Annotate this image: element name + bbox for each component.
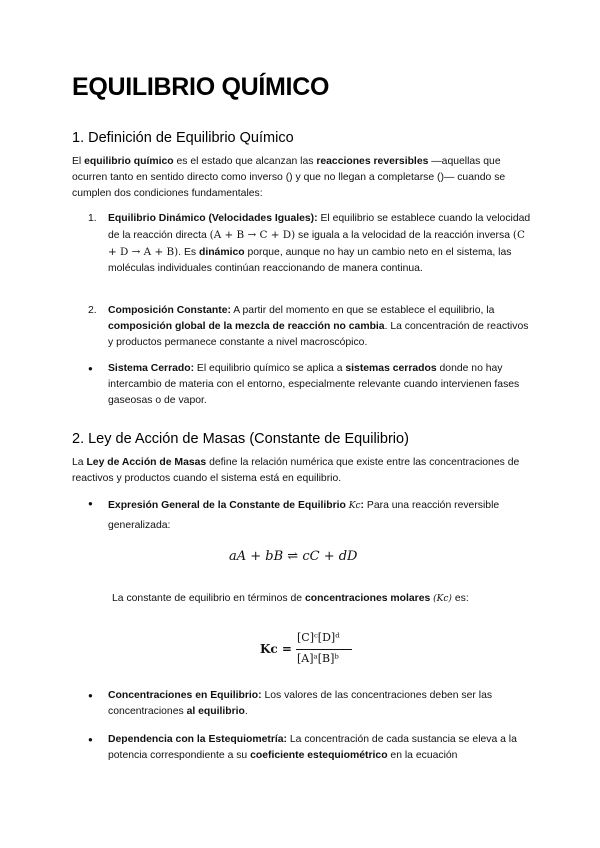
section1-heading: 1. Definición de Equilibrio Químico (72, 130, 294, 146)
bullet-icon: ● (88, 364, 93, 373)
list-marker: 1. (88, 213, 97, 224)
kc-formula (260, 631, 370, 671)
equation-reverse: (C + D → A + B) (108, 229, 525, 258)
section1-intro: El equilibrio químico es el estado que alcanzan las reacciones reversibles —aquellas que ocurren tanto en sentido directo como inverso () y que no llegan a completarse ()— cuando se cumplen dos condiciones fundamentales: (72, 156, 506, 199)
list-item-text: Sistema Cerrado: El equilibrio químico se aplica a sistemas cerrados donde no hay intercambio de materia con el entorno, especialmente relevante cuando intervienen fases gaseosas o de vapor. (108, 363, 520, 406)
section2-heading: 2. Ley de Acción de Masas (Constante de Equilibrio) (72, 431, 409, 447)
kc-formula-numerator: [C]ᶜ[D]ᵈ (297, 631, 340, 644)
list-item-text: Dependencia con la Estequiometría: La concentración de cada sustancia se eleva a la potencia correspondiente a su coeficiente estequiométrico en la ecuación (108, 734, 517, 761)
kc-symbol: Kc (348, 501, 361, 511)
kc-symbol: (Kc) (433, 594, 452, 604)
section2-intro: La Ley de Acción de Masas define la relación numérica que existe entre las concentraciones de reactivos y productos cuando el sistema está en equilibrio. (72, 457, 520, 484)
bullet-icon: ● (88, 735, 93, 744)
list-item-text: Equilibrio Dinámico (Velocidades Iguales): El equilibrio se establece cuando la velocidad de la reacción directa (A + B → C + D) se iguala a la velocidad de la reacción inversa (C + D → A + B). Es dinámico porque, aunque no hay un cambio neto en el sistema, las moléculas individuales continúan reaccionando de manera continua. (108, 213, 531, 274)
equation-forward: (A + B → C + D) (209, 229, 296, 241)
bullet-icon: ● (88, 691, 93, 700)
list-item-text: Composición Constante: A partir del momento en que se establece el equilibrio, la composición global de la mezcla de reacción no cambia. La concentración de reactivos y productos permanece constante a nivel macroscópico. (108, 305, 529, 348)
kc-formula-denominator: [A]ᵃ[B]ᵇ (297, 652, 339, 665)
list-marker: 2. (88, 305, 97, 316)
page-title: EQUILIBRIO QUÍMICO (72, 73, 330, 101)
list-item-text: Concentraciones en Equilibrio: Los valores de las concentraciones deben ser las concentraciones al equilibrio. (108, 690, 493, 717)
list-item-text: Expresión General de la Constante de Equilibrio Kc: Para una reacción reversible generalizada: (108, 500, 500, 531)
kc-definition: La constante de equilibrio en términos de concentraciones molares (Kc) es: (112, 593, 469, 604)
kc-formula-lhs: Kc = (260, 642, 292, 656)
reaction-equation: aA + bB ⇌ cC + dD (229, 549, 358, 564)
kc-fraction-bar (296, 649, 352, 650)
bullet-icon: ● (88, 499, 93, 508)
